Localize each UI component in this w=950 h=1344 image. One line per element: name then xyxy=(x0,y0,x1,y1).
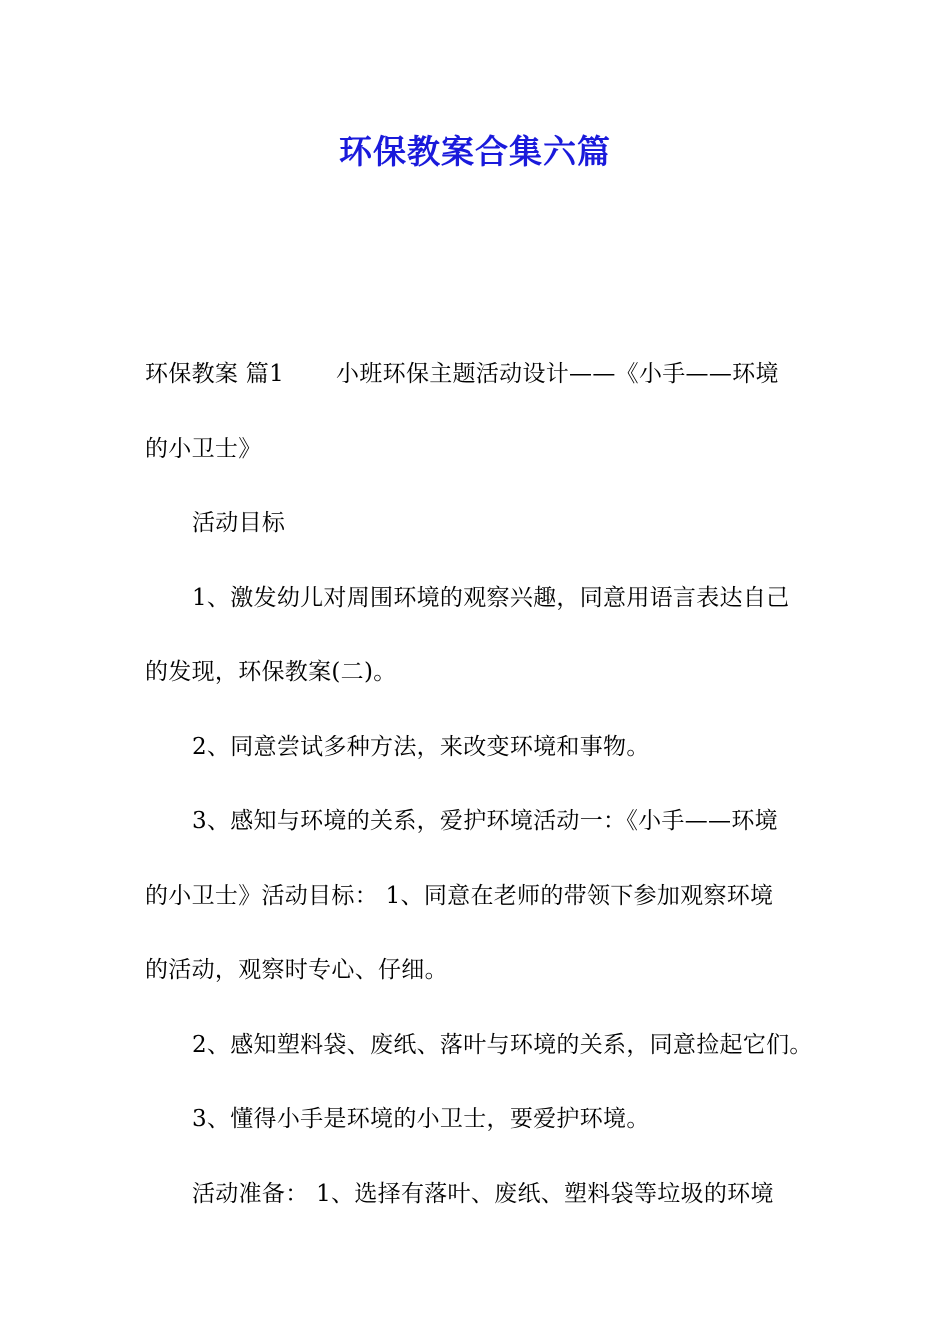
paragraph-line: 活动准备： 1、选择有落叶、废纸、塑料袋等垃圾的环境 xyxy=(192,1180,774,1207)
paragraph-heading-line xyxy=(145,337,810,412)
section-subtitle: 小班环保主题活动设计——《小手——环境 xyxy=(336,361,779,387)
paragraph-line: 2、感知塑料袋、废纸、落叶与环境的关系，同意捡起它们。 xyxy=(192,1031,813,1058)
document-body xyxy=(145,337,813,1231)
paragraph-line: 1、激发幼儿对周围环境的观察兴趣，同意用语言表达自己 xyxy=(192,584,790,611)
paragraph-line: 的小卫士》活动目标： 1、同意在老师的带领下参加观察环境 xyxy=(145,882,774,909)
paragraph-line: 2、同意尝试多种方法，来改变环境和事物。 xyxy=(192,733,650,760)
paragraph-line: 的活动，观察时专心、仔细。 xyxy=(145,957,448,983)
paragraph-line: 活动目标 xyxy=(192,510,286,536)
section-label: 环保教案 篇1 xyxy=(145,361,285,387)
paragraph-line: 的发现，环保教案(二)。 xyxy=(145,659,397,685)
paragraph-line: 3、懂得小手是环境的小卫士，要爱护环境。 xyxy=(192,1106,650,1132)
paragraph-line: 的小卫士》 xyxy=(145,435,262,462)
paragraph-line: 3、感知与环境的关系，爱护环境活动一：《小手——环境 xyxy=(192,808,778,834)
document-title: 环保教案合集六篇 xyxy=(339,132,611,171)
